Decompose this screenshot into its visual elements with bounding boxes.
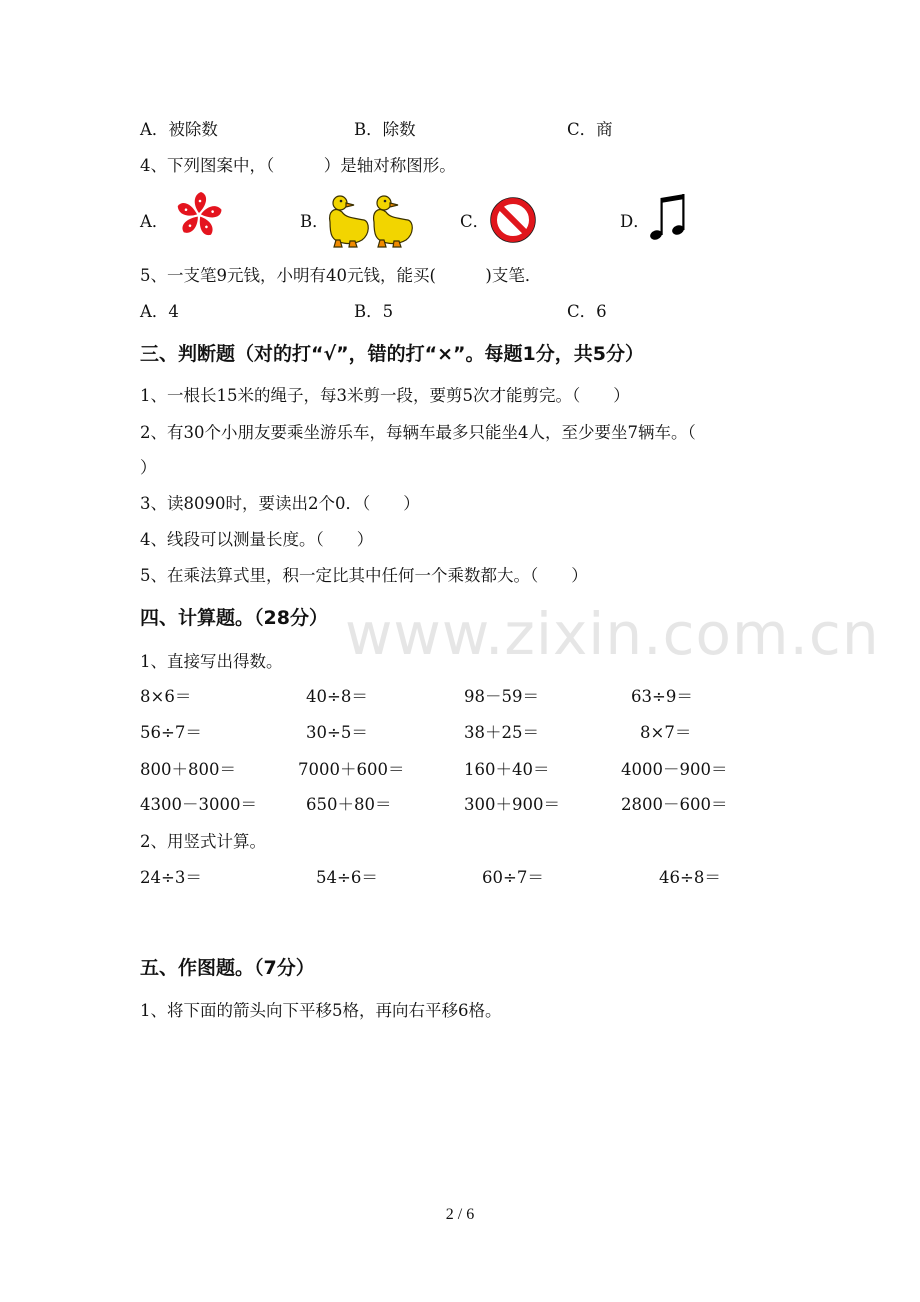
section4-sub1: 1、直接写出得数。 xyxy=(140,652,283,671)
calc-r4-c4: 2800－600＝ xyxy=(621,795,728,814)
calc-r4-c1: 4300－3000＝ xyxy=(140,795,257,814)
vertical-calc-2: 54÷6＝ xyxy=(316,868,378,887)
bauhinia-flower-icon xyxy=(172,190,226,240)
vertical-calc-1: 24÷3＝ xyxy=(140,868,202,887)
q4-option-a: A． xyxy=(140,212,169,231)
q4-option-d: D． xyxy=(620,212,650,231)
page-number: 2 / 6 xyxy=(445,1206,475,1223)
calc-r4-c3: 300＋900＝ xyxy=(464,795,560,814)
vertical-calc-4: 46÷8＝ xyxy=(659,868,721,887)
q4-text: 4、下列图案中，（ ）是轴对称图形。 xyxy=(140,156,456,175)
q5-text: 5、一支笔9元钱，小明有40元钱，能买( )支笔． xyxy=(140,266,542,285)
vertical-calc-3: 60÷7＝ xyxy=(482,868,544,887)
section3-item-2-cont: ） xyxy=(140,458,157,477)
section3-item-5: 5、在乘法算式里，积一定比其中任何一个乘数都大。（ ） xyxy=(140,566,588,585)
section3-item-1: 1、一根长15米的绳子，每3米剪一段，要剪5次才能剪完。（ ） xyxy=(140,386,630,405)
calc-r2-c1: 56÷7＝ xyxy=(140,723,202,742)
section5-title: 五、作图题。（7分） xyxy=(140,957,315,979)
section3-item-3: 3、读8090时，要读出2个0．（ ） xyxy=(140,494,420,513)
calc-r1-c4: 63÷9＝ xyxy=(631,687,693,706)
q4-option-b: B． xyxy=(300,212,329,231)
no-sign-icon xyxy=(488,195,538,245)
q3-option-b: B．除数 xyxy=(354,120,416,139)
section4-sub2: 2、用竖式计算。 xyxy=(140,832,266,851)
calc-r1-c3: 98－59＝ xyxy=(464,687,539,706)
q3-option-a: A．被除数 xyxy=(140,120,218,139)
watermark: www.zixin.com.cn xyxy=(345,600,880,668)
calc-r1-c2: 40÷8＝ xyxy=(306,687,368,706)
calc-r1-c1: 8×6＝ xyxy=(140,687,192,706)
calc-r3-c1: 800＋800＝ xyxy=(140,760,236,779)
section3-item-4: 4、线段可以测量长度。（ ） xyxy=(140,530,374,549)
q3-option-c: C．商 xyxy=(567,120,613,139)
section3-item-2: 2、有30个小朋友要乘坐游乐车，每辆车最多只能坐4人，至少要坐7辆车。（ xyxy=(140,423,696,442)
calc-r2-c3: 38＋25＝ xyxy=(464,723,539,742)
section5-q1: 1、将下面的箭头向下平移5格，再向右平移6格。 xyxy=(140,1001,502,1020)
q5-option-c: C．6 xyxy=(567,302,607,321)
calc-r2-c2: 30÷5＝ xyxy=(306,723,368,742)
calc-r3-c3: 160＋40＝ xyxy=(464,760,550,779)
two-ducks-icon xyxy=(324,192,414,250)
calc-r4-c2: 650＋80＝ xyxy=(306,795,392,814)
q4-option-c: C． xyxy=(460,212,490,231)
calc-r2-c4: 8×7＝ xyxy=(640,723,692,742)
calc-r3-c2: 7000＋600＝ xyxy=(298,760,405,779)
q5-option-b: B．5 xyxy=(354,302,394,321)
q5-option-a: A．4 xyxy=(140,302,179,321)
calc-r3-c4: 4000－900＝ xyxy=(621,760,728,779)
section3-title: 三、判断题（对的打“√”，错的打“×”。每题1分，共5分） xyxy=(140,343,644,365)
section4-title: 四、计算题。（28分） xyxy=(140,607,328,629)
music-note-icon xyxy=(646,192,688,244)
